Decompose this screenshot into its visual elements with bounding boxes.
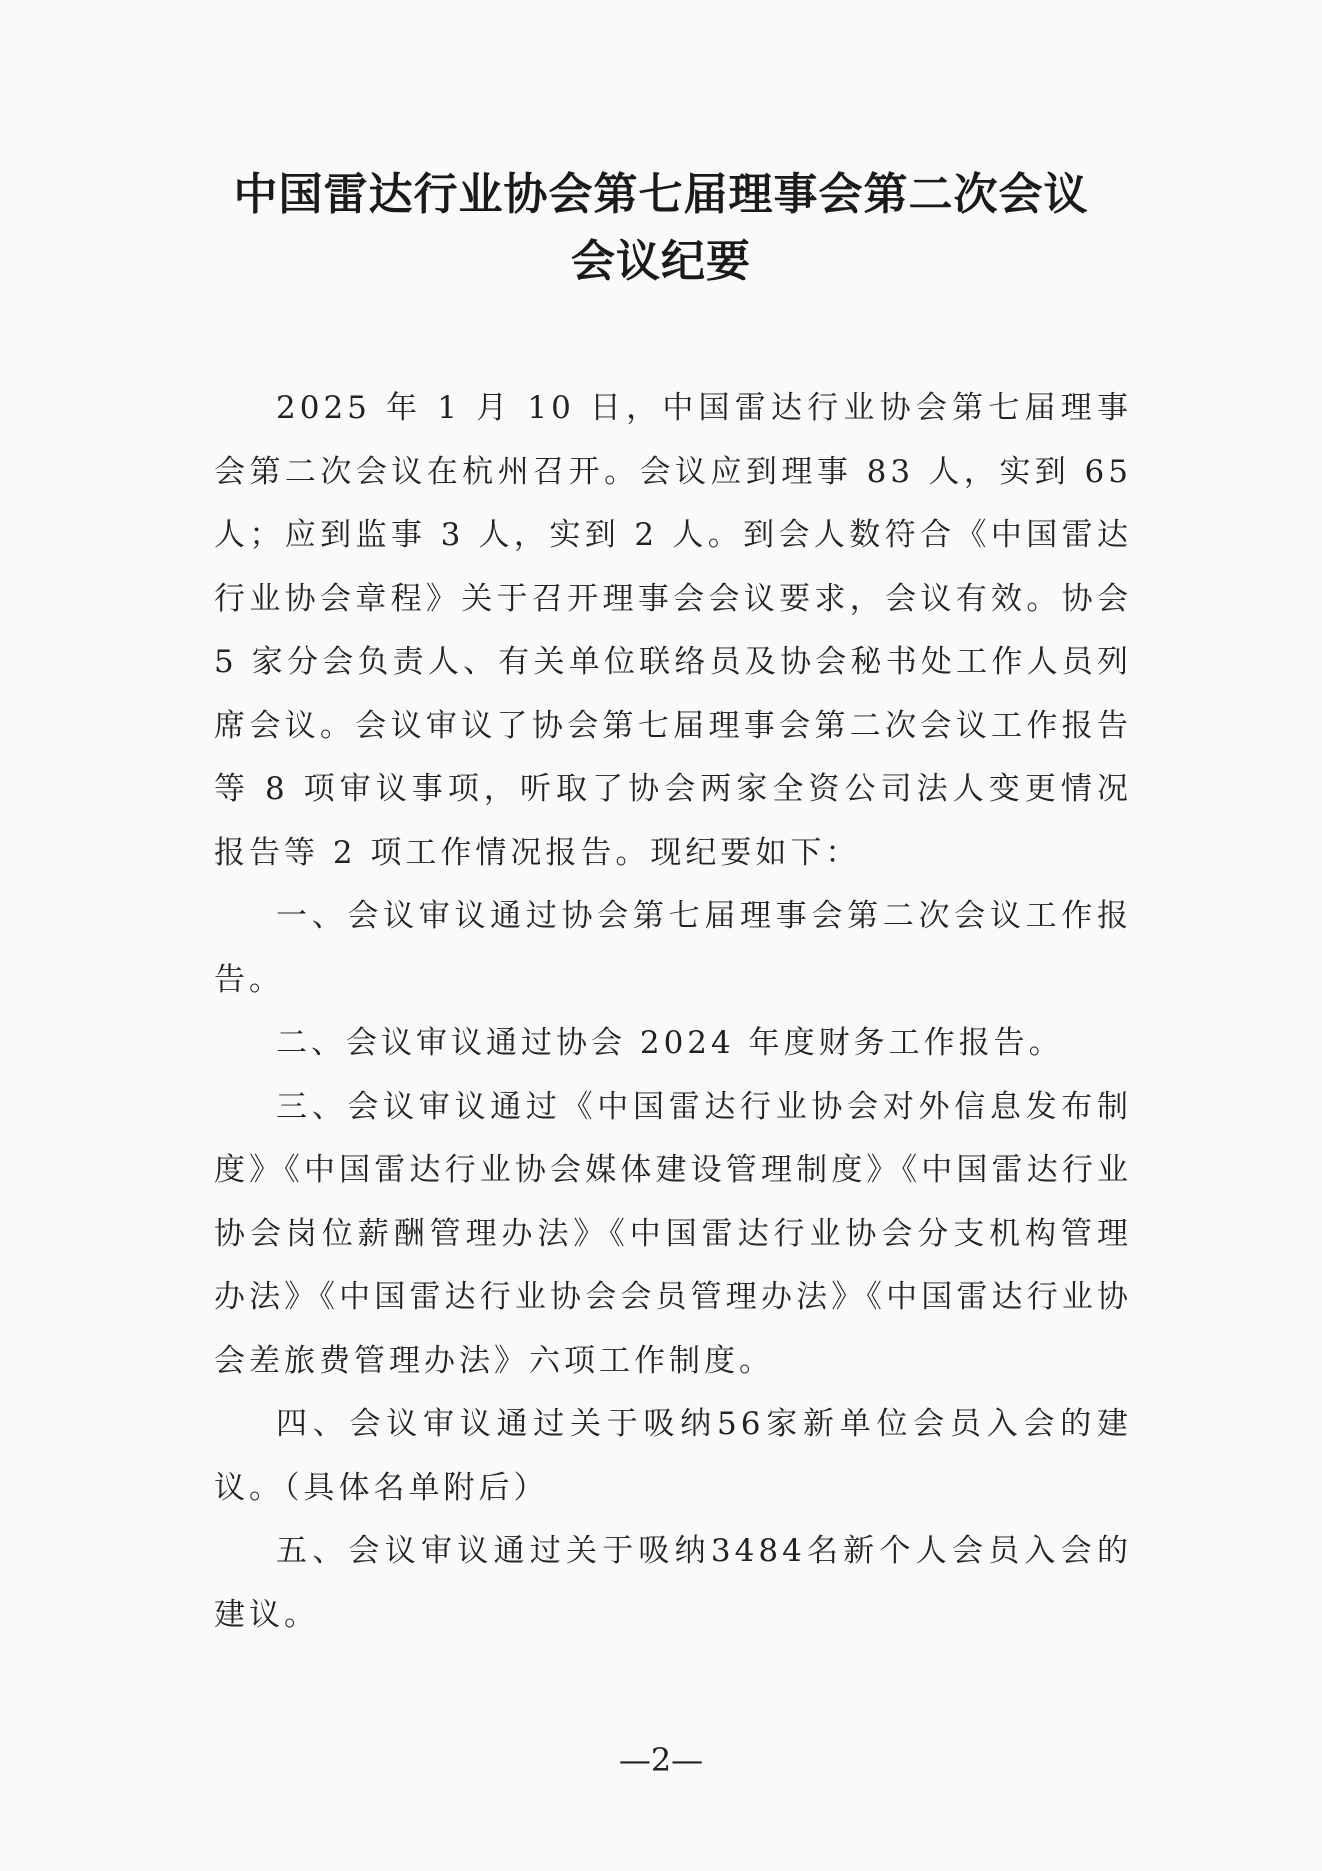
document-subtitle: 会议纪要 xyxy=(571,236,751,287)
paragraph-intro: 2025 年 1 月 10 日，中国雷达行业协会第七届理事会第二次会议在杭州召开。会议应到理事 83 人，实到 65 人；应到监事 3 人，实到 2 人。到会人数符合《中国雷达行业协会章程》关于召开理事会会议要求，会议有效。协会 5 家分会负责人、有关单位联络员及协会秘书处工作人员列席会议。会议审议了协会第七届理事会第二次会议工作报告等 8 项审议事项，听取了协会两家全资公司法人变更情况报告等 2 项工作情况报告。现纪要如下： xyxy=(214,390,1132,871)
paragraph-item-2: 二、会议审议通过协会 2024 年度财务工作报告。 xyxy=(276,1025,1064,1061)
document-body xyxy=(214,377,1132,1647)
paragraph-item-1: 一、会议审议通过协会第七届理事会第二次会议工作报告。 xyxy=(214,898,1132,998)
paragraph-item-3: 三、会议审议通过《中国雷达行业协会对外信息发布制度》《中国雷达行业协会媒体建设管理制度》《中国雷达行业协会岗位薪酬管理办法》《中国雷达行业协会分支机构管理办法》《中国雷达行业协会会员管理办法》《中国雷达行业协会差旅费管理办法》六项工作制度。 xyxy=(214,1088,1132,1379)
paragraph-item-5: 五、会议审议通过关于吸纳3484名新个人会员入会的建议。 xyxy=(214,1533,1132,1633)
paragraph-item-4: 四、会议审议通过关于吸纳56家新单位会员入会的建议。（具体名单附后） xyxy=(214,1406,1132,1506)
page-number: —2— xyxy=(618,1741,704,1779)
document-title: 中国雷达行业协会第七届理事会第二次会议 xyxy=(233,169,1089,220)
